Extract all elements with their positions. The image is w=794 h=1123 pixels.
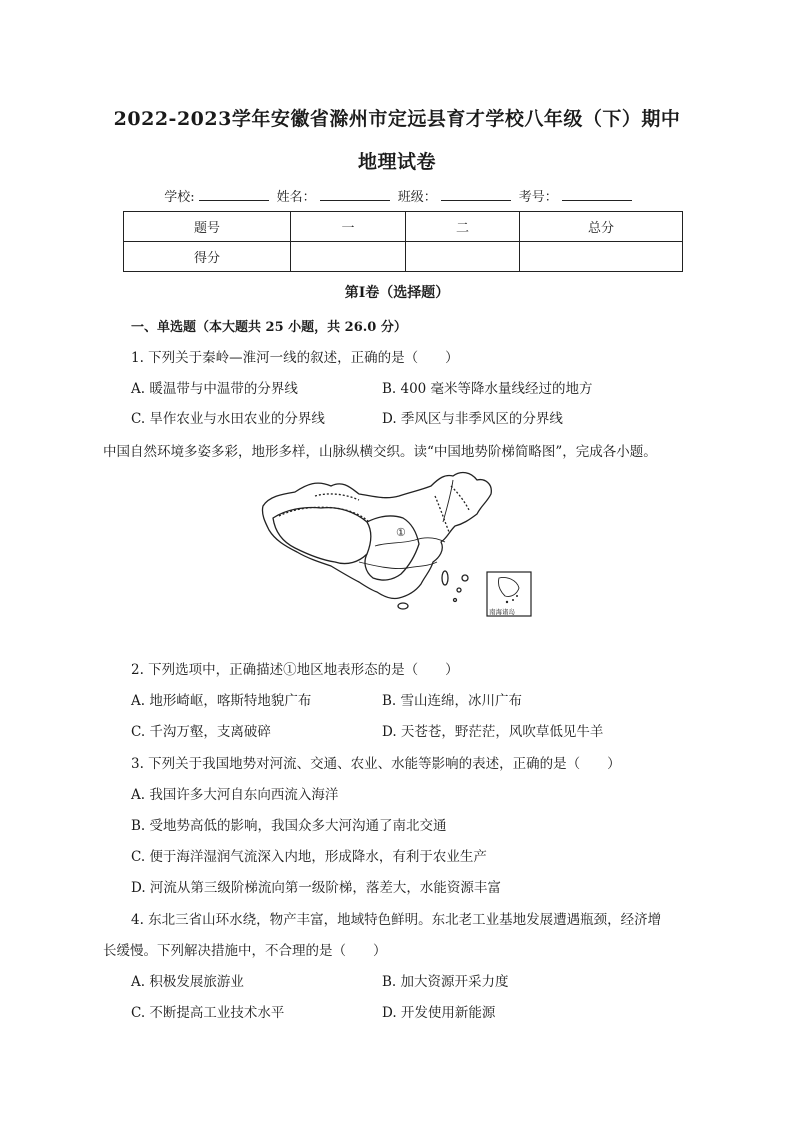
mountain-range [435, 496, 449, 532]
score-cell[interactable] [406, 242, 520, 272]
school-blank[interactable] [199, 186, 269, 201]
score-table-score-row [124, 242, 683, 272]
island-dot [462, 575, 468, 581]
inset-label: 南海诸岛 [489, 608, 515, 616]
score-table-header-row [124, 212, 683, 242]
score-row-label: 得分 [124, 242, 291, 272]
question-1-option-c[interactable]: C. 旱作农业与水田农业的分界线 [131, 411, 325, 427]
mountain-range [315, 494, 359, 500]
step1-boundary [273, 507, 371, 563]
river [375, 538, 445, 546]
exam-no-label: 考号： [518, 190, 558, 205]
question-2-stem: 2. 下列选项中，正确描述①地区地表形态的是（ ） [131, 662, 459, 678]
question-3-stem: 3. 下列关于我国地势对河流、交通、农业、水能等影响的表述，正确的是（ ） [131, 756, 621, 772]
score-header-cell: 二 [406, 212, 520, 242]
question-4-stem: 4. 东北三省山环水绕，物产丰富，地域特色鲜明。东北老工业基地发展遭遇瓶颈，经济增 [131, 912, 662, 928]
island-dot [457, 588, 461, 592]
question-2-option-d[interactable]: D. 天苍苍，野茫茫，风吹草低见牛羊 [382, 724, 604, 740]
question-3-option-a[interactable]: A. 我国许多大河自东向西流入海洋 [131, 787, 339, 803]
question-4-stem-cont: 长缓慢。下列解决措施中，不合理的是（ ） [103, 943, 387, 959]
name-blank[interactable] [320, 186, 390, 201]
question-1-option-b[interactable]: B. 400 毫米等降水量线经过的地方 [382, 381, 593, 397]
question-3-option-b[interactable]: B. 受地势高低的影响，我国众多大河沟通了南北交通 [131, 818, 447, 834]
exam-no-blank[interactable] [562, 186, 632, 201]
china-terrain-map [255, 466, 535, 618]
south-china-sea-inset [487, 572, 531, 616]
river [359, 562, 437, 569]
question-3-option-d[interactable]: D. 河流从第三级阶梯流向第一级阶梯，落差大，水能资源丰富 [131, 880, 501, 896]
map-marker-1: ① [396, 526, 406, 539]
class-blank[interactable] [441, 186, 511, 201]
part1-heading: 一、单选题（本大题共 25 小题，共 26.0 分） [131, 320, 407, 335]
question-2-option-b[interactable]: B. 雪山连绵，冰川广布 [382, 693, 523, 709]
exam-title-line2: 地理试卷 [357, 151, 436, 173]
question-1-option-d[interactable]: D. 季风区与非季风区的分界线 [382, 411, 563, 427]
question-3-option-c[interactable]: C. 便于海洋湿润气流深入内地，形成降水，有利于农业生产 [131, 849, 487, 865]
question-2-option-a[interactable]: A. 地形崎岖，喀斯特地貌广布 [131, 693, 312, 709]
score-header-cell: 总分 [520, 212, 683, 242]
mountain-range [451, 486, 469, 510]
score-header-cell: 一 [291, 212, 406, 242]
reading-intro: 中国自然环境多姿多彩，地形多样，山脉纵横交织。读“中国地势阶梯简略图”，完成各小题。 [103, 444, 657, 460]
student-info-row [120, 186, 680, 205]
hainan-island [398, 603, 408, 609]
question-1-stem: 1. 下列关于秦岭—淮河一线的叙述，正确的是（ ） [131, 350, 459, 366]
school-label: 学校: [164, 190, 195, 205]
score-header-cell: 题号 [124, 212, 291, 242]
question-4-option-a[interactable]: A. 积极发展旅游业 [131, 974, 244, 990]
section-heading: 第I卷（选择题） [344, 285, 450, 301]
question-4-option-c[interactable]: C. 不断提高工业技术水平 [131, 1005, 285, 1021]
question-2-option-c[interactable]: C. 千沟万壑，支离破碎 [131, 724, 271, 740]
river [443, 480, 453, 522]
question-1-option-a[interactable]: A. 暖温带与中温带的分界线 [131, 381, 298, 397]
class-label: 班级： [397, 190, 437, 205]
step2-boundary [365, 516, 419, 580]
score-cell[interactable] [520, 242, 683, 272]
question-4-option-d[interactable]: D. 开发使用新能源 [382, 1005, 496, 1021]
question-4-option-b[interactable]: B. 加大资源开采力度 [382, 974, 509, 990]
score-table [123, 211, 683, 272]
island-dot [454, 599, 457, 602]
exam-title-line1: 2022-2023学年安徽省滁州市定远县育才学校八年级（下）期中 [113, 108, 681, 130]
name-label: 姓名： [276, 190, 316, 205]
score-cell[interactable] [291, 242, 406, 272]
taiwan-island [442, 571, 448, 585]
